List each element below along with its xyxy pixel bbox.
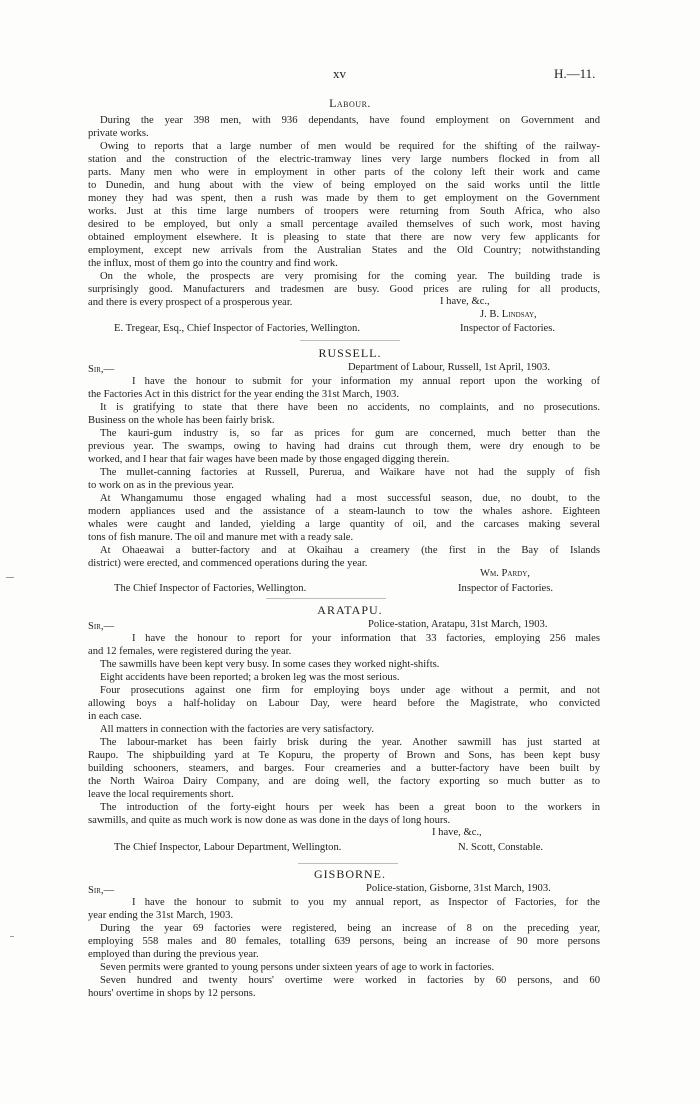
paragraph-line: the Factories Act in this district for the year ending the 31st March, 1903.: [88, 389, 399, 400]
paragraph-line: district) were erected, and commenced operations during the year.: [88, 558, 368, 569]
section-title-aratapu: ARATAPU.: [317, 603, 383, 617]
paragraph-line: year ending the 31st March, 1903.: [88, 910, 234, 921]
paragraph-line: Owing to reports that a large number of men would be required for the shifting of the railway-: [100, 141, 600, 152]
addressee: The Chief Inspector of Factories, Wellington.: [114, 583, 307, 594]
paragraph-line: allowing boys a half-holiday on Labour Day, were heard before the Magistrate, who convicted: [88, 698, 600, 709]
salutation: Sir,—: [88, 621, 115, 632]
closing: I have, &c.,: [432, 827, 482, 838]
signer-title: Inspector of Factories.: [460, 323, 556, 334]
paragraph-line: worked, and I hear that fair wages have been made by those engaged digging therein.: [88, 454, 450, 465]
paragraph-line: Seven hundred and twenty hours' overtime were worked in factories by 60 persons, and 60: [100, 975, 600, 986]
paragraph-line: private works.: [88, 128, 149, 139]
paragraph-line: works. Just at this time large numbers of troopers were returning from South Africa, who also: [88, 206, 600, 217]
paragraph-line: obtained employment elsewhere. It is pleasing to state that there are now very few applicants for: [88, 232, 600, 243]
paragraph-line: On the whole, the prospects are very promising for the coming year. The building trade is: [100, 271, 600, 282]
margin-mark: [6, 577, 14, 578]
paragraph-line: At Ohaeawai a butter-factory and at Okaihau a creamery (the first in the Bay of Islands: [100, 545, 600, 556]
paragraph-line: I have the honour to submit for your information my annual report upon the working of: [132, 376, 600, 387]
paragraph-line: in each case.: [88, 711, 142, 722]
paragraph-line: employed than during the previous year.: [88, 949, 259, 960]
section-divider: [300, 340, 400, 341]
document-reference: H.—11.: [554, 66, 596, 81]
paragraph-line: employment, except new arrivals from the Australian States and the Old Country; notwithstanding: [88, 245, 600, 256]
dateline: Police-station, Gisborne, 31st March, 1903.: [366, 883, 551, 894]
signer-name: N. Scott, Constable.: [458, 842, 544, 853]
page-number: xv: [333, 66, 346, 81]
paragraph-line: previous year. The swamps, owing to having had drains cut through them, were dry enough to be: [88, 441, 600, 452]
paragraph-line: Eight accidents have been reported; a broken leg was the most serious.: [100, 672, 400, 683]
paragraph-line: station and the construction of the electric-tramway lines very large numbers flocked in from all: [88, 154, 600, 165]
paragraph-line: to work on as in the previous year.: [88, 480, 234, 491]
paragraph-line: The mullet-canning factories at Russell, Purerua, and Waikare have not had the supply of fish: [100, 467, 600, 478]
paragraph-line: whales were caught and landed, yielding a large quantity of oil, and the carcases making several: [88, 519, 600, 530]
paragraph-line: and 12 females, were registered during the year.: [88, 646, 292, 657]
paragraph-line: It is gratifying to state that there have been no accidents, no complaints, and no prosecutions.: [100, 402, 600, 413]
paragraph-line: The introduction of the forty-eight hours per week has been a great boon to the workers in: [100, 802, 600, 813]
addressee: E. Tregear, Esq., Chief Inspector of Factories, Wellington.: [114, 323, 360, 334]
section-title-labour: Labour.: [329, 96, 371, 110]
paragraph-line: During the year 398 men, with 936 dependants, have found employment on Government and: [100, 115, 600, 126]
section-title-gisborne: GISBORNE.: [313, 867, 386, 881]
paragraph-line: modern appliances used and the assistance of a steam-launch to tow the whales ashore. Eighteen: [88, 506, 600, 517]
addressee: The Chief Inspector, Labour Department, Wellington.: [114, 842, 342, 853]
salutation: Sir,—: [88, 364, 115, 375]
paragraph-line: Business on the whole has been fairly brisk.: [88, 415, 275, 426]
paragraph-line: money they had was spent, then a rush was made by them to get employment on the Government: [88, 193, 600, 204]
paragraph-line: I have the honour to report for your information that 33 factories, employing 256 males: [132, 633, 600, 644]
paragraph-line: surprisingly good. Manufacturers and tradesmen are busy. Good prices are ruling for all products,: [88, 284, 600, 295]
paragraph-line: parts. Many men who were in employment in other parts of the colony left their work and came: [88, 167, 600, 178]
paragraph-line: desired to be employed, but only a small percentage availed themselves of such work, most having: [88, 219, 600, 230]
signer-name: J. B. Lindsay,: [480, 309, 537, 320]
paragraph-line: sawmills, and quite as much work is now done as was done in the days of long hours.: [88, 815, 451, 826]
salutation: Sir,—: [88, 885, 115, 896]
margin-mark: [10, 936, 14, 937]
paragraph-line: employing 558 males and 80 females, totalling 639 persons, being an increase of 90 more persons: [88, 936, 600, 947]
paragraph-line: Seven permits were granted to young persons under sixteen years of age to work in factories.: [100, 962, 495, 973]
paragraph-line: Four prosecutions against one firm for employing boys under age without a permit, and not: [100, 685, 600, 696]
paragraph-line: the influx, most of them go into the country and find work.: [88, 258, 338, 269]
paragraph-line: The kauri-gum industry is, so far as prices for gum are concerned, much better than the: [100, 428, 600, 439]
paragraph-line: the North Wairoa Dairy Company, and are doing well, the factory exporting so much butter as to: [88, 776, 600, 787]
signer-title: Inspector of Factories.: [458, 583, 554, 594]
paragraph-line: All matters in connection with the factories are very satisfactory.: [100, 724, 375, 735]
section-title-russell: RUSSELL.: [318, 346, 382, 360]
paragraph-line: The sawmills have been kept very busy. In some cases they worked night-shifts.: [100, 659, 440, 670]
paragraph-line: building schooners, steamers, and barges. Four creameries and a butter-factory have been built by: [88, 763, 600, 774]
paragraph-line: leave the local requirements short.: [88, 789, 234, 800]
section-divider: [266, 598, 386, 599]
paragraph-line: At Whangamumu those engaged whaling had a most successful season, due, no doubt, to the: [100, 493, 600, 504]
paragraph-line: The labour-market has been fairly brisk during the year. Another sawmill has just started at: [100, 737, 600, 748]
signer-name: Wm. Pardy,: [480, 568, 530, 579]
paragraph-line: tons of fish manure. The oil and manure met with a ready sale.: [88, 532, 354, 543]
closing: I have, &c.,: [440, 296, 490, 307]
paragraph-line: Raupo. The shipbuilding yard at Te Kopuru, the property of Brown and Sons, has been kept busy: [88, 750, 600, 761]
dateline: Police-station, Aratapu, 31st March, 1903.: [368, 619, 548, 630]
paragraph-line: and there is every prospect of a prosperous year.: [88, 297, 293, 308]
paragraph-line: hours' overtime in shops by 12 persons.: [88, 988, 256, 999]
paragraph-line: During the year 69 factories were registered, being an increase of 8 on the preceding year,: [100, 923, 600, 934]
paragraph-line: I have the honour to submit to you my annual report, as Inspector of Factories, for the: [132, 897, 600, 908]
dateline: Department of Labour, Russell, 1st April, 1903.: [348, 362, 551, 373]
section-divider: [298, 863, 398, 864]
paragraph-line: to Dunedin, and hung about with the view of being employed on the said works until the little: [88, 180, 600, 191]
